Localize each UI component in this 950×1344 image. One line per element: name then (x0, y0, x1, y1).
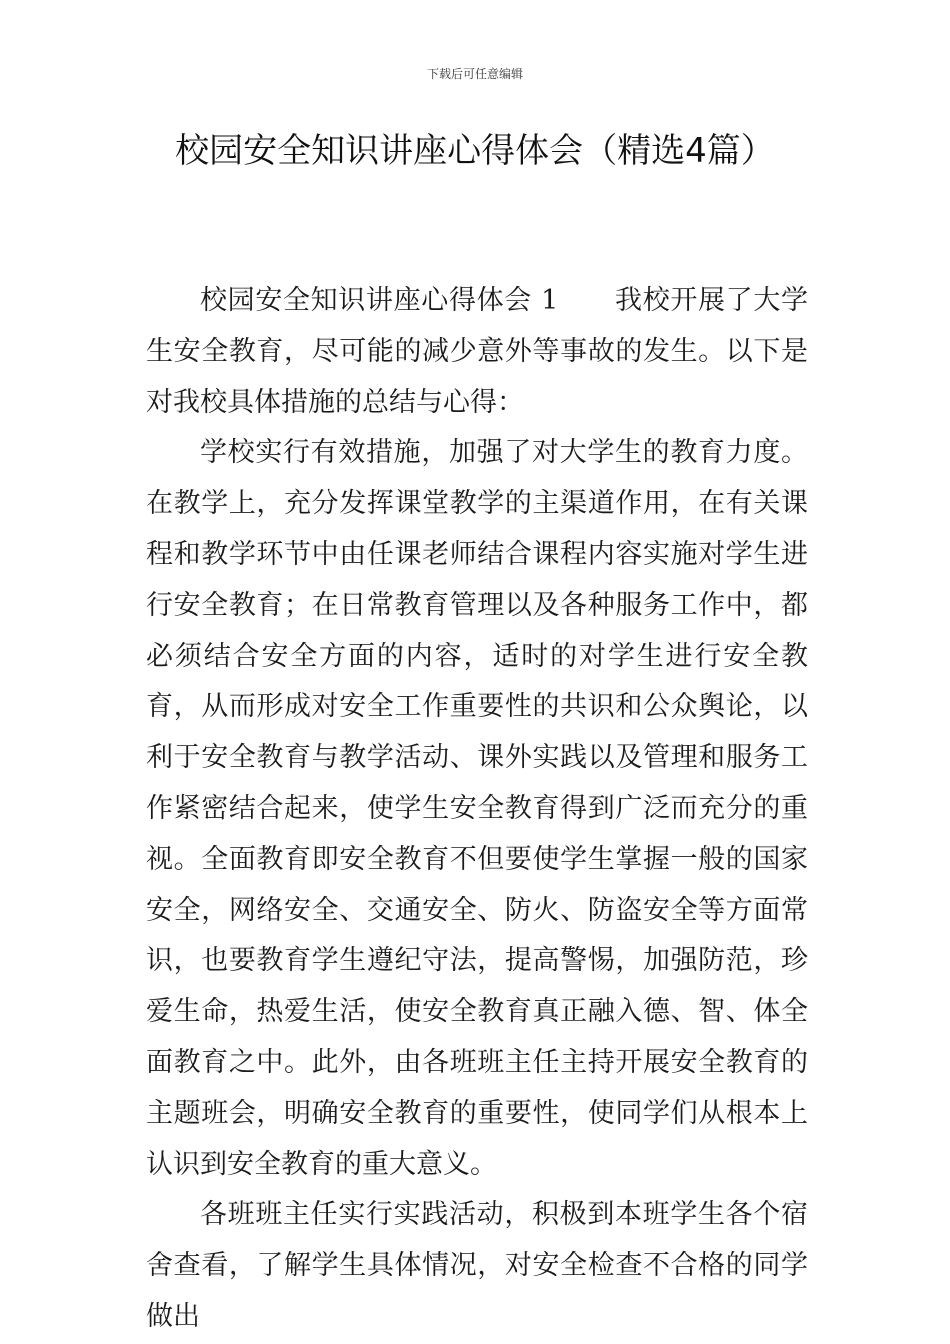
section-heading: 校园安全知识讲座心得体会 1 (200, 285, 559, 316)
page-header-note: 下载后可任意编辑 (426, 67, 523, 81)
paragraph-text: 我校开展了大学生安全教育，尽可能的减少意外等事故的发生。以下是对我校具体措施的总结与心得： (146, 285, 809, 418)
paragraph-measures: 学校实行有效措施，加强了对大学生的教育力度。在教学上，充分发挥课堂教学的主渠道作用，在有关课程和教学环节中由任课老师结合课程内容实施对学生进行安全教育；在日常教育管理以及各种服务工作中，都必须结合安全方面的内容，适时的对学生进行安全教育，从而形成对安全工作重要性的共识和公众舆论，以利于安全教育与教学活动、课外实践以及管理和服务工作紧密结合起来，使学生安全教育得到广泛而充分的重视。全面教育即安全教育不但要使学生掌握一般的国家安全，网络安全、交通安全、防火、防盗安全等方面常识，也要教育学生遵纪守法，提高警惕，加强防范，珍爱生命，热爱生活，使安全教育真正融入德、智、体全面教育之中。此外，由各班班主任主持开展安全教育的主题班会，明确安全教育的重要性，使同学们从根本上认识到安全教育的重大意义。 (146, 437, 808, 1180)
document-title: 校园安全知识讲座心得体会（精选4篇） (175, 131, 775, 171)
paragraph-practice: 各班班主任实行实践活动，积极到本班学生各个宿舍查看，了解学生具体情况，对安全检查不合格的同学做出 (146, 1199, 808, 1332)
paragraph-intro (146, 276, 808, 428)
document-body (146, 276, 808, 1343)
